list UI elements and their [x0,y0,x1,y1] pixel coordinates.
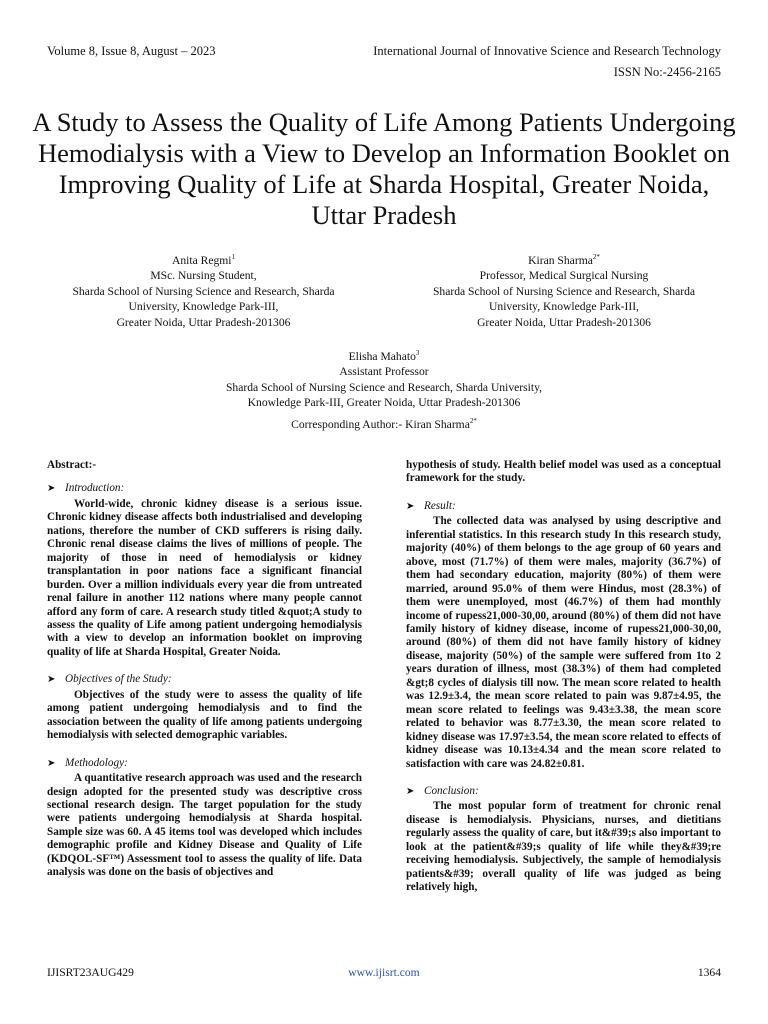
author-affiliation-line: Greater Noida, Uttar Pradesh-201306 [116,315,291,329]
section-heading-methodology: ➤ Methodology: [47,756,128,769]
result-text: The collected data was analysed by using descriptive and inferential statistics. In this research study In this research study, majority (40%) of them belongs to the age group of 60 years and above, most (71.7%) of them were males, majority (36.7%) of them had secondary education, majority (80%) of them were married, around 95.0% of them were Hindus, most (28.3%) of them were unemployed, most (46.7%) of them had monthly income of rupess21,000-30,00, around (80%) of them did not have family history of kidney disease, income of rupess21,000-30,00, around (80%) of them did not have family history of kidney disease, majority (50%) of the sample were suffered from 1to 2 years duration of illness, most (38.3%) of them had completed &gt;8 cycles of dialysis till now. The mean score related to health was 12.9±3.4, the mean score related to pain was 9.87±4.95, the mean score related to feelings was 9.43±3.38, the mean score related to behavior was 8.77±3.30, the mean score related to kidney disease was 17.97±3.54, the mean score related to effects of kidney disease was 10.13±4.34 and the mean score related to satisfaction with care was 24.82±0.81. [406,515,721,770]
issn: ISSN No:-2456-2165 [613,65,721,79]
section-heading-result: ➤ Result: [406,499,456,512]
paper-title: A Study to Assess the Quality of Life Among Patients Undergoing Hemodialysis with a View to Develop an Information Booklet on Improving Quality of Life at Sharda Hospital, Greater Noida, Uttar Pradesh [32,106,736,230]
section-heading-introduction: ➤ Introduction: [47,482,125,495]
methodology-text: A quantitative research approach was used and the research design adopted for the presented study was descriptive cross sectional research design. The target population for the study were patients undergoing hemodialysis at Sharda hospital. Sample size was 60. A 45 items tool was developed which includes demographic profile and Kidney Disease and Quality of Life (KDQOL-SF™) Assessment tool to assess the quality of life. Data analysis was done on the basis of objectives and [47,772,362,879]
corresponding-author: Corresponding Author:- Kiran Sharma$^{2*}$ [291,417,477,431]
abstract-label: Abstract:- [47,459,97,471]
author-affiliation-line: Sharda School of Nursing Science and Research, Sharda [432,284,696,298]
section-heading-conclusion: ➤ Conclusion: [406,784,479,797]
introduction-text: World-wide, chronic kidney disease is a serious issue. Chronic kidney disease affects both industrialised and developing nations, therefore the number of CKD sufferers is rising daily. Chronic renal disease claims the lives of millions of people. The majority of those in need of hemodialysis or kidney transplantation in poor nations face a significant financial burden. Over a million individuals every year die from untreated renal failure in another 112 nations where many people cannot afford any form of care. A research study titled &quot;A study to assess the quality of Life among patient undergoing hemodialysis with a view to develop an information booklet on improving quality of life at Sharda Hospital, Greater Noida. [47,497,362,658]
author-affiliation-line: University, Knowledge Park-III, [489,300,639,314]
author-affiliation-line: Professor, Medical Surgical Nursing [479,269,649,283]
objectives-text: Objectives of the study were to assess the quality of life among patient undergoing hemodialysis and to find the association between the quality of life among patients undergoing hemodialysis with selected demographic variables. [47,688,362,742]
author-block-2 [407,250,721,330]
arrow-bullet-icon: ➤ [47,674,56,686]
arrow-bullet-icon: ➤ [47,483,56,495]
arrow-bullet-icon: ➤ [406,500,415,512]
author-block-3 [150,346,618,411]
author-affiliation-line: University, Knowledge Park-III, [128,300,279,314]
author-affiliation-line: Sharda School of Nursing Science and Research, Sharda University, [225,380,543,394]
page-number: 1364 [697,966,721,979]
author-affiliation-line: Knowledge Park-III, Greater Noida, Uttar Pradesh-201306 [247,396,521,410]
conclusion-text: The most popular form of treatment for chronic renal disease is hemodialysis. Physicians, nurses, and dietitians regularly assess the quality of care, but it&#39;s also important to look at the patient&#39;s quality of life while they&#39;re receiving hemodialysis. Subjectively, the sample of hemodialysis patients&#39; overall quality of life was judged as being relatively high, [406,800,721,894]
author-affiliation-line: MSc. Nursing Student, [150,269,257,283]
author-name: Anita Regmi$^1$ [171,253,236,267]
paper-id: IJISRT23AUG429 [47,966,134,979]
author-affiliation-line: Sharda School of Nursing Science and Research, Sharda [72,284,335,298]
arrow-bullet-icon: ➤ [406,785,415,797]
volume-info: Volume 8, Issue 8, August – 2023 [47,44,216,58]
journal-website-link[interactable]: www.ijisrt.com [348,966,420,979]
methodology-text-continued: hypothesis of study. Health belief model was used as a conceptual framework for the study. [406,459,721,485]
section-heading-objectives: ➤ Objectives of the Study: [47,673,172,686]
author-affiliation-line: Greater Noida, Uttar Pradesh-201306 [477,315,651,329]
arrow-bullet-icon: ➤ [47,757,56,769]
right-column [406,459,721,895]
author-affiliation-line: Assistant Professor [339,365,429,379]
author-block-1 [47,250,360,330]
author-name: Elisha Mahato$^3$ [348,349,420,363]
journal-name: International Journal of Innovative Science and Research Technology [373,44,721,58]
left-column [47,459,362,880]
author-name: Kiran Sharma$^{2*}$ [528,253,600,267]
